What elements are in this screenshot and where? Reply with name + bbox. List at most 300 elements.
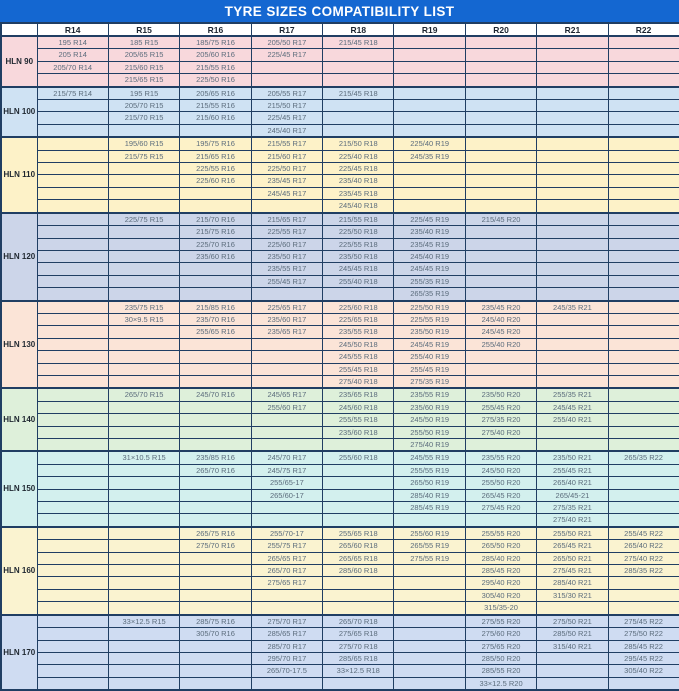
empty-cell bbox=[537, 652, 608, 664]
empty-cell bbox=[537, 49, 608, 61]
tyre-size-cell: 275/45 R22 bbox=[608, 615, 679, 628]
tyre-size-cell: 235/50 R18 bbox=[323, 250, 394, 262]
tyre-size-cell: 285/40 R19 bbox=[394, 489, 465, 501]
empty-cell bbox=[108, 363, 179, 375]
tyre-size-cell: 235/60 R19 bbox=[394, 401, 465, 413]
section-label: HLN 160 bbox=[1, 527, 37, 615]
tyre-size-cell: 245/55 R18 bbox=[323, 351, 394, 363]
empty-cell bbox=[537, 363, 608, 375]
empty-cell bbox=[251, 677, 322, 690]
title-bar bbox=[0, 0, 679, 22]
empty-cell bbox=[465, 187, 536, 199]
tyre-size-cell: 255/65-17 bbox=[251, 477, 322, 489]
empty-cell bbox=[323, 677, 394, 690]
empty-cell bbox=[37, 124, 108, 137]
tyre-size-cell: 215/70 R16 bbox=[180, 213, 251, 226]
empty-cell bbox=[180, 275, 251, 287]
empty-cell bbox=[608, 439, 679, 452]
tyre-size-cell: 205/60 R16 bbox=[180, 49, 251, 61]
empty-cell bbox=[108, 665, 179, 677]
empty-cell bbox=[608, 388, 679, 401]
empty-cell bbox=[180, 514, 251, 527]
empty-cell bbox=[394, 112, 465, 124]
empty-cell bbox=[251, 200, 322, 213]
tyre-size-cell: 225/55 R19 bbox=[394, 313, 465, 325]
empty-cell bbox=[37, 250, 108, 262]
empty-cell bbox=[465, 514, 536, 527]
empty-cell bbox=[37, 187, 108, 199]
tyre-size-cell: 215/65 R16 bbox=[180, 150, 251, 162]
tyre-size-cell: 235/40 R18 bbox=[323, 175, 394, 187]
empty-cell bbox=[394, 124, 465, 137]
empty-cell bbox=[108, 163, 179, 175]
table-row bbox=[1, 313, 679, 325]
tyre-size-cell: 275/50 R21 bbox=[537, 615, 608, 628]
empty-cell bbox=[608, 74, 679, 87]
column-header-r15: R15 bbox=[108, 23, 179, 36]
empty-cell bbox=[251, 602, 322, 615]
table-row bbox=[1, 426, 679, 438]
empty-cell bbox=[394, 577, 465, 589]
table-row bbox=[1, 100, 679, 112]
table-row bbox=[1, 540, 679, 552]
tyre-size-cell: 265/60-17 bbox=[251, 489, 322, 501]
tyre-size-cell: 195 R15 bbox=[108, 87, 179, 100]
tyre-size-cell: 255/40 R21 bbox=[537, 414, 608, 426]
empty-cell bbox=[108, 238, 179, 250]
tyre-size-cell: 225/50 R19 bbox=[394, 301, 465, 314]
tyre-size-cell: 215/55 R17 bbox=[251, 137, 322, 150]
empty-cell bbox=[465, 36, 536, 49]
tyre-size-cell: 275/45 R21 bbox=[537, 565, 608, 577]
empty-cell bbox=[608, 514, 679, 527]
tyre-size-cell: 215/65 R17 bbox=[251, 213, 322, 226]
empty-cell bbox=[37, 628, 108, 640]
empty-cell bbox=[537, 137, 608, 150]
table-row bbox=[1, 489, 679, 501]
empty-cell bbox=[537, 213, 608, 226]
empty-cell bbox=[608, 124, 679, 137]
empty-cell bbox=[180, 363, 251, 375]
empty-cell bbox=[251, 351, 322, 363]
tyre-size-cell: 255/45 R19 bbox=[394, 363, 465, 375]
empty-cell bbox=[251, 502, 322, 514]
tyre-size-cell: 255/55 R20 bbox=[465, 527, 536, 540]
empty-cell bbox=[323, 577, 394, 589]
empty-cell bbox=[537, 36, 608, 49]
tyre-size-cell: 255/45 R20 bbox=[465, 401, 536, 413]
tyre-size-cell: 255/50 R19 bbox=[394, 426, 465, 438]
empty-cell bbox=[37, 665, 108, 677]
table-row bbox=[1, 527, 679, 540]
empty-cell bbox=[108, 677, 179, 690]
empty-cell bbox=[37, 552, 108, 564]
empty-cell bbox=[180, 640, 251, 652]
tyre-size-cell: 265/35 R19 bbox=[394, 288, 465, 301]
tyre-size-cell: 265/70 R18 bbox=[323, 615, 394, 628]
tyre-size-cell: 245/40 R19 bbox=[394, 250, 465, 262]
empty-cell bbox=[608, 577, 679, 589]
tyre-size-cell: 225/65 R17 bbox=[251, 301, 322, 314]
empty-cell bbox=[608, 414, 679, 426]
tyre-size-cell: 275/40 R18 bbox=[323, 375, 394, 388]
table-row bbox=[1, 514, 679, 527]
tyre-size-cell: 255/35 R21 bbox=[537, 388, 608, 401]
tyre-size-cell: 265/35 R22 bbox=[608, 451, 679, 464]
column-header-r14: R14 bbox=[37, 23, 108, 36]
tyre-size-cell: 245/45 R17 bbox=[251, 187, 322, 199]
empty-cell bbox=[537, 602, 608, 615]
empty-cell bbox=[323, 100, 394, 112]
tyre-size-cell: 225/45 R17 bbox=[251, 112, 322, 124]
empty-cell bbox=[537, 124, 608, 137]
tyre-size-cell: 285/75 R16 bbox=[180, 615, 251, 628]
tyre-size-cell: 215/50 R17 bbox=[251, 100, 322, 112]
empty-cell bbox=[37, 451, 108, 464]
empty-cell bbox=[37, 640, 108, 652]
tyre-size-cell: 255/45 R18 bbox=[323, 363, 394, 375]
empty-cell bbox=[537, 677, 608, 690]
empty-cell bbox=[251, 514, 322, 527]
tyre-size-cell: 215/45 R20 bbox=[465, 213, 536, 226]
empty-cell bbox=[323, 589, 394, 601]
tyre-size-cell: 225/75 R15 bbox=[108, 213, 179, 226]
tyre-size-cell: 265/40 R21 bbox=[537, 477, 608, 489]
table-row bbox=[1, 677, 679, 690]
empty-cell bbox=[537, 150, 608, 162]
empty-cell bbox=[608, 61, 679, 73]
tyre-size-cell: 255/60 R17 bbox=[251, 401, 322, 413]
tyre-size-cell: 265/40 R22 bbox=[608, 540, 679, 552]
empty-cell bbox=[108, 577, 179, 589]
empty-cell bbox=[108, 464, 179, 476]
tyre-size-cell: 275/35 R20 bbox=[465, 414, 536, 426]
empty-cell bbox=[180, 489, 251, 501]
tyre-size-cell: 225/55 R18 bbox=[323, 238, 394, 250]
tyre-size-cell: 235/75 R15 bbox=[108, 301, 179, 314]
empty-cell bbox=[608, 87, 679, 100]
tyre-size-cell: 255/55 R18 bbox=[323, 414, 394, 426]
tyre-size-cell: 205/65 R16 bbox=[180, 87, 251, 100]
empty-cell bbox=[537, 250, 608, 262]
empty-cell bbox=[465, 175, 536, 187]
empty-cell bbox=[394, 87, 465, 100]
tyre-size-cell: 265/50 R19 bbox=[394, 477, 465, 489]
empty-cell bbox=[251, 414, 322, 426]
tyre-size-cell: 275/45 R20 bbox=[465, 502, 536, 514]
empty-cell bbox=[108, 288, 179, 301]
table-row bbox=[1, 87, 679, 100]
empty-cell bbox=[108, 489, 179, 501]
empty-cell bbox=[465, 375, 536, 388]
table-row bbox=[1, 163, 679, 175]
tyre-size-cell: 255/60 R18 bbox=[323, 451, 394, 464]
empty-cell bbox=[608, 150, 679, 162]
table-row bbox=[1, 288, 679, 301]
column-header-r18: R18 bbox=[323, 23, 394, 36]
empty-cell bbox=[108, 326, 179, 338]
empty-cell bbox=[180, 565, 251, 577]
table-row bbox=[1, 351, 679, 363]
column-header-r17: R17 bbox=[251, 23, 322, 36]
section-label: HLN 100 bbox=[1, 87, 37, 138]
empty-cell bbox=[465, 137, 536, 150]
empty-cell bbox=[37, 326, 108, 338]
tyre-size-cell: 245/40 R18 bbox=[323, 200, 394, 213]
table-row bbox=[1, 61, 679, 73]
table-row bbox=[1, 589, 679, 601]
tyre-size-cell: 275/70 R17 bbox=[251, 615, 322, 628]
tyre-size-cell: 215/75 R16 bbox=[180, 226, 251, 238]
table-row bbox=[1, 36, 679, 49]
empty-cell bbox=[251, 61, 322, 73]
empty-cell bbox=[323, 288, 394, 301]
tyre-size-cell: 235/55 R19 bbox=[394, 388, 465, 401]
empty-cell bbox=[108, 628, 179, 640]
empty-cell bbox=[37, 565, 108, 577]
empty-cell bbox=[180, 665, 251, 677]
empty-cell bbox=[37, 464, 108, 476]
table-row bbox=[1, 250, 679, 262]
empty-cell bbox=[37, 540, 108, 552]
tyre-size-cell: 33×12.5 R15 bbox=[108, 615, 179, 628]
empty-cell bbox=[251, 74, 322, 87]
tyre-size-cell: 215/45 R18 bbox=[323, 36, 394, 49]
empty-cell bbox=[180, 426, 251, 438]
table-row bbox=[1, 477, 679, 489]
empty-cell bbox=[465, 200, 536, 213]
tyre-size-cell: 255/65 R18 bbox=[323, 527, 394, 540]
empty-cell bbox=[108, 527, 179, 540]
empty-cell bbox=[394, 628, 465, 640]
section-label: HLN 130 bbox=[1, 301, 37, 389]
empty-cell bbox=[180, 288, 251, 301]
empty-cell bbox=[323, 439, 394, 452]
tyre-size-cell: 235/55 R20 bbox=[465, 451, 536, 464]
empty-cell bbox=[37, 200, 108, 213]
tyre-size-cell: 205 R14 bbox=[37, 49, 108, 61]
tyre-size-cell: 255/45 R21 bbox=[537, 464, 608, 476]
tyre-size-cell: 245/70 R16 bbox=[180, 388, 251, 401]
empty-cell bbox=[394, 187, 465, 199]
empty-cell bbox=[108, 401, 179, 413]
empty-cell bbox=[537, 338, 608, 350]
section-hln-90 bbox=[1, 36, 679, 87]
tyre-size-cell: 275/70 R16 bbox=[180, 540, 251, 552]
section-hln-140 bbox=[1, 388, 679, 451]
tyre-size-cell: 225/60 R17 bbox=[251, 238, 322, 250]
empty-cell bbox=[537, 326, 608, 338]
tyre-size-cell: 285/50 R20 bbox=[465, 652, 536, 664]
table-row bbox=[1, 187, 679, 199]
empty-cell bbox=[108, 552, 179, 564]
tyre-size-cell: 225/60 R18 bbox=[323, 301, 394, 314]
section-label: HLN 120 bbox=[1, 213, 37, 301]
empty-cell bbox=[608, 326, 679, 338]
tyre-size-cell: 235/60 R18 bbox=[323, 426, 394, 438]
tyre-size-cell: 235/40 R19 bbox=[394, 226, 465, 238]
tyre-size-cell: 255/70-17 bbox=[251, 527, 322, 540]
empty-cell bbox=[537, 375, 608, 388]
empty-cell bbox=[394, 652, 465, 664]
table-row bbox=[1, 275, 679, 287]
tyre-size-cell: 245/45 R18 bbox=[323, 263, 394, 275]
empty-cell bbox=[465, 112, 536, 124]
table-row bbox=[1, 112, 679, 124]
empty-cell bbox=[537, 288, 608, 301]
empty-cell bbox=[180, 124, 251, 137]
section-hln-100 bbox=[1, 87, 679, 138]
empty-cell bbox=[323, 602, 394, 615]
empty-cell bbox=[537, 74, 608, 87]
section-label: HLN 90 bbox=[1, 36, 37, 87]
empty-cell bbox=[537, 439, 608, 452]
table-row bbox=[1, 640, 679, 652]
empty-cell bbox=[37, 439, 108, 452]
tyre-size-cell: 205/55 R17 bbox=[251, 87, 322, 100]
empty-cell bbox=[537, 313, 608, 325]
empty-cell bbox=[180, 677, 251, 690]
empty-cell bbox=[537, 426, 608, 438]
tyre-size-cell: 275/60 R20 bbox=[465, 628, 536, 640]
empty-cell bbox=[108, 589, 179, 601]
section-label: HLN 150 bbox=[1, 451, 37, 526]
empty-cell bbox=[108, 426, 179, 438]
table-row bbox=[1, 137, 679, 150]
tyre-size-cell: 205/70 R15 bbox=[108, 100, 179, 112]
page-title: TYRE SIZES COMPATIBILITY LIST bbox=[224, 3, 455, 19]
empty-cell bbox=[537, 87, 608, 100]
table-row bbox=[1, 628, 679, 640]
empty-cell bbox=[180, 338, 251, 350]
column-header-r20: R20 bbox=[465, 23, 536, 36]
empty-cell bbox=[537, 200, 608, 213]
empty-cell bbox=[108, 187, 179, 199]
empty-cell bbox=[537, 187, 608, 199]
tyre-size-cell: 265/70 R16 bbox=[180, 464, 251, 476]
section-label: HLN 170 bbox=[1, 615, 37, 690]
empty-cell bbox=[37, 577, 108, 589]
empty-cell bbox=[180, 502, 251, 514]
empty-cell bbox=[108, 275, 179, 287]
empty-cell bbox=[608, 288, 679, 301]
tyre-size-cell: 245/65 R17 bbox=[251, 388, 322, 401]
empty-cell bbox=[465, 250, 536, 262]
table-row bbox=[1, 213, 679, 226]
tyre-size-cell: 255/40 R19 bbox=[394, 351, 465, 363]
empty-cell bbox=[37, 338, 108, 350]
empty-cell bbox=[37, 602, 108, 615]
empty-cell bbox=[108, 565, 179, 577]
empty-cell bbox=[394, 163, 465, 175]
table-row bbox=[1, 375, 679, 388]
tyre-size-cell: 275/35 R21 bbox=[537, 502, 608, 514]
table-row bbox=[1, 414, 679, 426]
tyre-size-cell: 275/35 R19 bbox=[394, 375, 465, 388]
empty-cell bbox=[394, 61, 465, 73]
empty-cell bbox=[180, 414, 251, 426]
empty-cell bbox=[608, 477, 679, 489]
tyre-size-cell: 305/40 R22 bbox=[608, 665, 679, 677]
empty-cell bbox=[180, 187, 251, 199]
tyre-size-cell: 295/40 R20 bbox=[465, 577, 536, 589]
empty-cell bbox=[608, 238, 679, 250]
empty-cell bbox=[465, 363, 536, 375]
table-row bbox=[1, 150, 679, 162]
tyre-size-cell: 215/55 R18 bbox=[323, 213, 394, 226]
empty-cell bbox=[323, 514, 394, 527]
empty-cell bbox=[608, 375, 679, 388]
empty-cell bbox=[251, 338, 322, 350]
tyre-size-cell: 265/70-17.5 bbox=[251, 665, 322, 677]
tyre-size-cell: 215/75 R15 bbox=[108, 150, 179, 162]
tyre-size-cell: 215/60 R15 bbox=[108, 61, 179, 73]
tyre-size-cell: 275/65 R20 bbox=[465, 640, 536, 652]
tyre-size-cell: 285/65 R18 bbox=[323, 652, 394, 664]
tyre-size-cell: 185 R15 bbox=[108, 36, 179, 49]
tyre-size-cell: 285/65 R17 bbox=[251, 628, 322, 640]
tyre-size-cell: 195 R14 bbox=[37, 36, 108, 49]
section-label: HLN 140 bbox=[1, 388, 37, 451]
empty-cell bbox=[608, 313, 679, 325]
tyre-size-cell: 265/65 R17 bbox=[251, 552, 322, 564]
empty-cell bbox=[537, 263, 608, 275]
tyre-size-cell: 245/40 R20 bbox=[465, 313, 536, 325]
empty-cell bbox=[394, 514, 465, 527]
tyre-size-cell: 30×9.5 R15 bbox=[108, 313, 179, 325]
empty-cell bbox=[465, 439, 536, 452]
empty-cell bbox=[180, 477, 251, 489]
empty-cell bbox=[608, 100, 679, 112]
tyre-size-cell: 255/40 R18 bbox=[323, 275, 394, 287]
tyre-size-cell: 295/45 R22 bbox=[608, 652, 679, 664]
empty-cell bbox=[323, 112, 394, 124]
empty-cell bbox=[180, 263, 251, 275]
empty-cell bbox=[465, 74, 536, 87]
empty-cell bbox=[37, 677, 108, 690]
empty-cell bbox=[37, 213, 108, 226]
empty-cell bbox=[37, 414, 108, 426]
tyre-size-cell: 265/45 R21 bbox=[537, 540, 608, 552]
tyre-size-cell: 235/60 R16 bbox=[180, 250, 251, 262]
tyre-size-cell: 255/40 R20 bbox=[465, 338, 536, 350]
corner-cell bbox=[1, 23, 37, 36]
empty-cell bbox=[608, 401, 679, 413]
empty-cell bbox=[537, 238, 608, 250]
table-row bbox=[1, 502, 679, 514]
empty-cell bbox=[251, 288, 322, 301]
tyre-size-cell: 215/60 R17 bbox=[251, 150, 322, 162]
tyre-size-cell: 205/65 R15 bbox=[108, 49, 179, 61]
tyre-size-cell: 285/55 R20 bbox=[465, 665, 536, 677]
empty-cell bbox=[108, 124, 179, 137]
tyre-size-cell: 275/40 R21 bbox=[537, 514, 608, 527]
empty-cell bbox=[465, 100, 536, 112]
tyre-size-cell: 255/50 R20 bbox=[465, 477, 536, 489]
tyre-size-cell: 255/35 R19 bbox=[394, 275, 465, 287]
header-row bbox=[1, 23, 679, 36]
section-hln-160 bbox=[1, 527, 679, 615]
empty-cell bbox=[108, 514, 179, 527]
column-header-r19: R19 bbox=[394, 23, 465, 36]
tyre-size-cell: 235/45 R19 bbox=[394, 238, 465, 250]
tyre-size-cell: 215/85 R16 bbox=[180, 301, 251, 314]
tyre-size-cell: 255/60 R19 bbox=[394, 527, 465, 540]
empty-cell bbox=[37, 163, 108, 175]
tyre-size-cell: 215/55 R16 bbox=[180, 100, 251, 112]
empty-cell bbox=[537, 112, 608, 124]
empty-cell bbox=[323, 124, 394, 137]
